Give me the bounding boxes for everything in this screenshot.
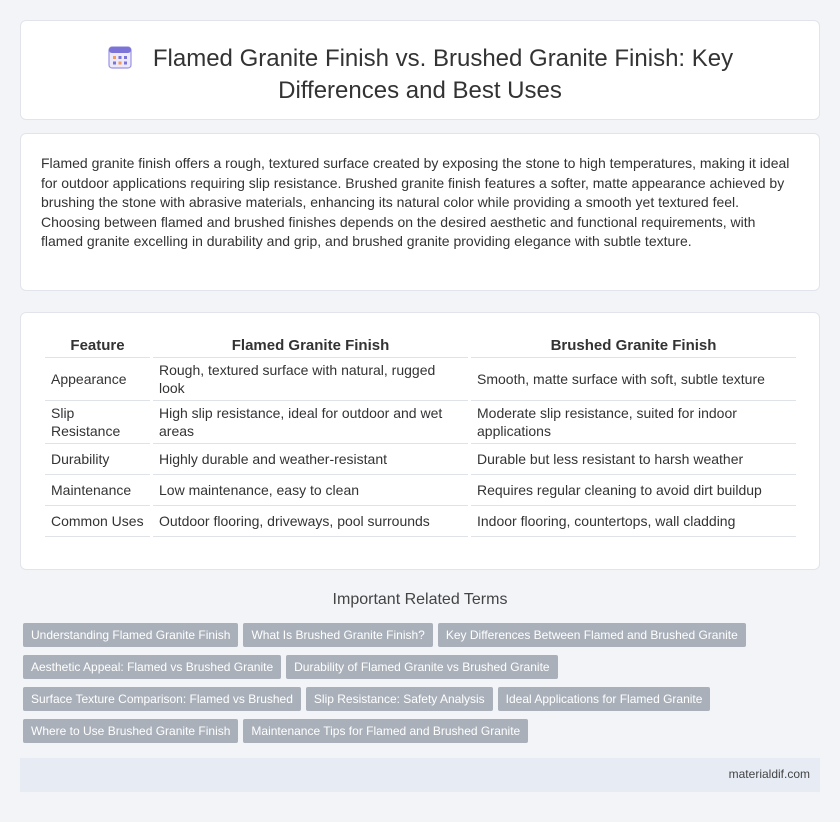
related-tag[interactable]: Aesthetic Appeal: Flamed vs Brushed Granite [23, 655, 281, 679]
table-row [45, 475, 796, 506]
table-row [45, 506, 796, 537]
table-row [45, 401, 796, 444]
cell-flamed: High slip resistance, ideal for outdoor and wet areas [153, 401, 468, 444]
cell-feature: Durability [45, 444, 150, 475]
related-tag[interactable]: Understanding Flamed Granite Finish [23, 623, 238, 647]
related-tag[interactable]: Durability of Flamed Granite vs Brushed Granite [286, 655, 557, 679]
tag-row [23, 719, 823, 751]
table-row [45, 444, 796, 475]
cell-feature: Maintenance [45, 475, 150, 506]
cell-feature: Common Uses [45, 506, 150, 537]
header-feature: Feature [45, 333, 150, 358]
tag-row [23, 655, 823, 687]
cell-brushed: Durable but less resistant to harsh weather [471, 444, 796, 475]
tag-row [23, 687, 823, 719]
footer [20, 758, 820, 792]
footer-site-link[interactable]: materialdif.com [728, 767, 810, 781]
related-tag[interactable]: Where to Use Brushed Granite Finish [23, 719, 238, 743]
intro-paragraph: Flamed granite finish offers a rough, textured surface created by exposing the stone to high temperatures, making it ideal for outdoor applications requiring slip resistance. Brushed granite finish features a softer, matte appearance achieved by brushing the stone with abrasive materials, enhancing its natural color while providing a smooth yet textured feel. Choosing between flamed and brushed finishes depends on the desired aesthetic and functional requirements, with flamed granite excelling in durability and grip, and brushed granite providing elegance with subtle texture. [41, 155, 790, 250]
cell-flamed: Highly durable and weather-resistant [153, 444, 468, 475]
cell-brushed: Moderate slip resistance, suited for indoor applications [471, 401, 796, 444]
cell-flamed: Rough, textured surface with natural, rugged look [153, 358, 468, 401]
tag-row [23, 623, 823, 655]
header-brushed: Brushed Granite Finish [471, 333, 796, 358]
table-row [45, 358, 796, 401]
calendar-grid-icon [107, 44, 133, 70]
cell-brushed: Indoor flooring, countertops, wall cladding [471, 506, 796, 537]
header-flamed: Flamed Granite Finish [153, 333, 468, 358]
related-tag[interactable]: Ideal Applications for Flamed Granite [498, 687, 711, 711]
cell-flamed: Low maintenance, easy to clean [153, 475, 468, 506]
comparison-table-card [20, 312, 820, 570]
related-tag[interactable]: Maintenance Tips for Flamed and Brushed Granite [243, 719, 528, 743]
cell-flamed: Outdoor flooring, driveways, pool surrounds [153, 506, 468, 537]
cell-feature: Slip Resistance [45, 401, 150, 444]
page-title-text: Flamed Granite Finish vs. Brushed Granite Finish: Key Differences and Best Uses [152, 45, 734, 104]
related-tag[interactable]: What Is Brushed Granite Finish? [243, 623, 432, 647]
related-tag[interactable]: Slip Resistance: Safety Analysis [306, 687, 493, 711]
cell-feature: Appearance [45, 358, 150, 401]
related-terms-title: Important Related Terms [332, 591, 508, 608]
related-terms-list [23, 623, 823, 751]
related-tag[interactable]: Key Differences Between Flamed and Brushed Granite [438, 623, 746, 647]
intro-card [20, 133, 820, 291]
header-card [20, 20, 820, 120]
cell-brushed: Smooth, matte surface with soft, subtle texture [471, 358, 796, 401]
table-header-row [45, 333, 796, 358]
header [51, 43, 789, 107]
related-tag[interactable]: Surface Texture Comparison: Flamed vs Brushed [23, 687, 301, 711]
comparison-table [42, 333, 799, 537]
page-title [51, 43, 789, 107]
cell-brushed: Requires regular cleaning to avoid dirt buildup [471, 475, 796, 506]
